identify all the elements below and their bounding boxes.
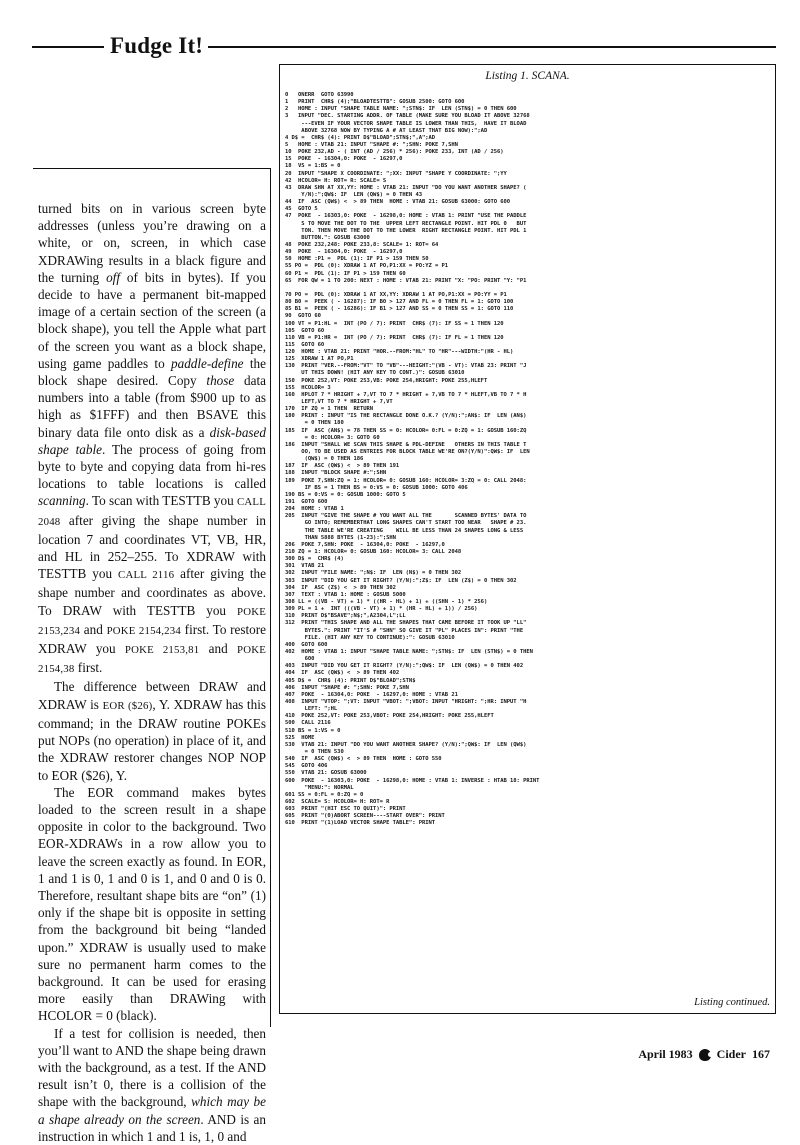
listing-line: 600 POKE - 16303,0: POKE - 16298,0: HOME : VTAB 1: INVERSE : HTAB 18: PRINT [285, 777, 540, 784]
listing-line: 187 IF ASC (QW$) < > 89 THEN 191 [285, 463, 400, 470]
listing-line: 308 LL = ((VB - VT) + 1) * ((HR - HL) + 1) + ((SHN - 1) * 256) [285, 598, 488, 605]
article-paragraph: The difference between DRAW and XDRAW is EOR ($26), Y. XDRAW has this command; in the DRAW routine POKEs put NOPs (no operation) in place of it, and the XDRAW restorer changes NOP NOP to EOR ($26), Y. [38, 679, 266, 783]
article-paragraph: The EOR command makes bytes loaded to the screen result in a shape opposite in color to the background. Two EOR-XDRAWs in a row allow you to leave the screen exactly as found. In EOR, 1 and 1 is 0, 1 and 0 is 1, and 0 and 0 is 0. Therefore, resultant shape bits are “on” (1) only if the shape bit is opposite in setting from the background bit being “landed upon.” XDRAW is usually used to make sure no permanent harm comes to the background. It can be used for erasing more easily than DRAWing with HCOLOR = 0 (black). [38, 784, 266, 1024]
listing-line: 312 PRINT "THIS SHAPE AND ALL THE SHAPES THAT CAME BEFORE IT TOOK UP "LL" [285, 620, 527, 627]
listing-line: 190 BS = 0:VS = 0: GOSUB 1000: GOTO 5 [285, 491, 406, 498]
listing-line: 303 INPUT "DID YOU GET IT RIGHT? (Y/N):";Z$: IF LEN (Z$) = 0 THEN 302 [285, 577, 517, 584]
listing-line: 186 INPUT "SHALL WE SCAN THIS SHAPE & PDL-DEFINE OTHERS IN THIS TABLE T [285, 441, 527, 448]
listing-continued-label: Listing continued. [694, 997, 770, 1008]
listing-line: 601 SS = 0:FL = 0:ZQ = 0 [285, 791, 364, 798]
listing-line: 206 POKE 7,SHN: POKE - 16304,0: POKE - 16297,0 [285, 541, 445, 548]
listing-line: S TO MOVE THE DOT TO THE UPPER LEFT RECTANGLE POINT. HIT PDL 0 BUT [285, 220, 527, 227]
listing-line: IF BS = 1 THEN BS = 0:VS = 0: GOSUB 1000: GOTO 406 [285, 484, 468, 491]
listing-line: "MENU:": NORMAL [285, 784, 354, 791]
article-body [38, 200, 267, 1144]
listing-line: 3 INPUT "DEC. STARTING ADDR. OF TABLE (MAKE SURE YOU BLOAD IT ABOVE 32768 [285, 113, 530, 120]
listing-line: 304 IF ASC (Z$) < > 89 THEN 302 [285, 584, 396, 591]
listing-line: 120 HOME : VTAB 21: PRINT "HOR.--FROM:"HL" TO "HR"---WIDTH:"(HR - HL) [285, 349, 514, 356]
listing-line: 85 B1 = PEEK ( - 16286): IF B1 > 127 AND SS = 0 THEN SS = 1: GOTO 110 [285, 306, 514, 313]
listing-line: 185 IF ASC (AN$) = 78 THEN SS = 0: HCOLOR= 0:FL = 0:ZQ = 1: GOSUB 160:ZQ [285, 427, 527, 434]
listing-line: 18 VS = 1:BS = 0 [285, 163, 341, 170]
listing-line: 47 POKE - 16303,0: POKE - 16298,0: HOME : VTAB 1: PRINT "USE THE PADDLE [285, 213, 527, 220]
listing-line: 402 HOME : VTAB 1: INPUT "SHAPE TABLE NAME: ";STN$: IF LEN (STN$) = 0 THEN [285, 648, 533, 655]
listing-line: 125 XDRAW 1 AT PO,P1 [285, 356, 354, 363]
listing-line: 205 INPUT "GIVE THE SHAPE # YOU WANT ALL THE SCANNED BYTES' DATA TO [285, 513, 527, 520]
section-title: Fudge It! [110, 33, 204, 58]
listing-line: 204 HOME : VTAB 1 [285, 506, 344, 513]
listing-line: 50 HOME :P1 = PDL (1): IF P1 > 159 THEN 50 [285, 256, 429, 263]
listing-line: 403 INPUT "DID YOU GET IT RIGHT? (Y/N):";QW$: IF LEN (QW$) = 0 THEN 402 [285, 663, 524, 670]
listing-line: 45 GOTO 5 [285, 206, 318, 213]
listing-line: 603 PRINT "(HIT ESC TO QUIT)": PRINT [285, 806, 406, 813]
listing-line: UT THIS DOWN! (HIT ANY KEY TO CONT.)": GOSUB 63010 [285, 370, 465, 377]
listing-line: 550 VTAB 21: GOSUB 63000 [285, 770, 367, 777]
listing-line: 180 PRINT : INPUT "IS THE RECTANGLE DONE O.K.? (Y/N):";AN$: IF LEN (AN$) [285, 413, 527, 420]
page-number: 167 [752, 1047, 770, 1061]
listing-line: 510 BS = 1:VS = 0 [285, 727, 341, 734]
listing-line: 49 POKE - 16304,0: POKE - 16297,0 [285, 249, 403, 256]
listing-line: 407 POKE - 16304,0: POKE - 16297,0: HOME : VTAB 21 [285, 691, 458, 698]
listing-line: 602 SCALE= S: HCOLOR= H: ROT= R [285, 798, 390, 805]
listing-line: 105 GOTO 60 [285, 327, 325, 334]
listing-line [285, 285, 770, 292]
listing-line: 188 INPUT "BLOCK SHAPE #:";SHN [285, 470, 387, 477]
listing-line: 0 ONERR GOTO 63990 [285, 92, 354, 98]
listing-line: 525 HOME [285, 734, 315, 741]
listing-line: 406 INPUT "SHAPE #: ";SHN: POKE 7,SHN [285, 684, 409, 691]
listing-line: 408 INPUT "VTOP: ";VT: INPUT "VBOT: ";VBOT: INPUT "HRIGHT: ";HR: INPUT "H [285, 698, 527, 705]
article-paragraph: If a test for collision is needed, then you’ll want to AND the shape being drawn with the background, as a test. If the AND result isn’t 0, there is a collision of the shape with the background, which may be a shape already on the screen. AND is an instruction in which 1 and 1 is, 1, 0 and [38, 1025, 266, 1144]
listing-line: 150 POKE 252,VT: POKE 253,VB: POKE 254,HRIGHT: POKE 255,HLEFT [285, 377, 488, 384]
listing-line: LEFT: ";HL [285, 706, 338, 713]
listing-title: Listing 1. SCANA. [485, 70, 570, 82]
listing-line: LEFT,VT TO 7 * HRIGHT + 7,VT [285, 399, 393, 406]
listing-line: 42 HCOLOR= H: ROT= R: SCALE= S [285, 177, 387, 184]
listing-line: 4 D$ = CHR$ (4): PRINT D$"BLOAD";STN$;",A";AD [285, 134, 436, 141]
listing-line: 65 FOR QW = 1 TO 200: NEXT : HOME : VTAB 21: PRINT "X: "PO: PRINT "Y: "P1 [285, 277, 527, 284]
listing-line: 307 TEXT : VTAB 1: HOME : GOSUB 5000 [285, 591, 406, 598]
listing-line: = 0 THEN 530 [285, 748, 344, 755]
listing-line: 130 PRINT "VER.--FROM:"VT" TO "VB"---HEIGHT:"(VB - VT): VTAB 23: PRINT "J [285, 363, 527, 370]
listing-line: Y/N):";QW$: IF LEN (QW$) = 0 THEN 43 [285, 191, 422, 198]
listing-line: FILE. (HIT ANY KEY TO CONTINUE):": GOSUB 63010 [285, 634, 455, 641]
listing-line: 170 IF ZQ = 1 THEN RETURN [285, 406, 374, 413]
listing-line: 210 ZQ = 1: HCOLOR= 0: GOSUB 160: HCOLOR= 3: CALL 2048 [285, 549, 462, 555]
listing-line: 309 PL = 1 + INT (((VB - VT) + 1) * (HR - HL) + 1)) / 256) [285, 606, 478, 613]
listing-line: ABOVE 32768 NOW BY TYPING A # AT LEAST THAT BIG NOW):";AD [285, 127, 488, 134]
listing-line: 410 POKE 252,VT: POKE 253,VBOT: POKE 254,HRIGHT: POKE 255,HLEFT [285, 713, 494, 720]
listing-line: 600 [285, 656, 315, 663]
listing-line: = 0: HCOLOR= 3: GOTO 60 [285, 434, 380, 441]
listing-line: TON. THEN MOVE THE DOT TO THE LOWER RIGHT RECTANGLE POINT. HIT PDL 1 [285, 227, 527, 234]
listing-line: 191 GOTO 600 [285, 499, 328, 506]
header-rule-left [32, 46, 104, 48]
listing-line: 155 HCOLOR= 3 [285, 384, 331, 391]
listing-line: 110 VB = P1:HR = INT (PO / 7): PRINT CHR$ (7): IF FL = 1 THEN 120 [285, 334, 504, 341]
listing-line: 500 CALL 2116 [285, 720, 331, 727]
listing-line: 400 GOTO 600 [285, 641, 328, 648]
listing-line: 310 PRINT D$"BSAVE";N$;",A2304,L";LL [285, 613, 406, 620]
listing-line: 100 VT = P1:HL = INT (PO / 7): PRINT CHR$ (7): IF SS = 1 THEN 120 [285, 320, 504, 327]
listing-line: 610 PRINT "(1)LOAD VECTOR SHAPE TABLE": PRINT [285, 820, 436, 827]
listing-line: 70 PO = PDL (0): XDRAW 1 AT XX,YY: XDRAW 1 AT PO,P1:XX = PO:YY = P1 [285, 291, 507, 298]
apple-logo-icon [699, 1049, 711, 1061]
listing-line: (QW$) = 0 THEN 186 [285, 456, 364, 463]
listing-line: 302 INPUT "FILE NAME: ";N$: IF LEN (N$) = 0 THEN 302 [285, 570, 462, 577]
listing-line: 540 IF ASC (QW$) < > 89 THEN HOME : GOTO 550 [285, 756, 442, 763]
listing-code [285, 92, 770, 992]
listing-line: 5 HOME : VTAB 21: INPUT "SHAPE #: ";SHN: POKE 7,SHN [285, 141, 458, 148]
magazine-name: Cider [716, 1047, 746, 1061]
listing-line: 1 PRINT CHR$ (4);"BLOADTESTTB": GOSUB 2500: GOTO 600 [285, 99, 465, 106]
listing-line: 530 VTAB 21: INPUT "DO YOU WANT ANOTHER SHAPE? (Y/N):";QW$: IF LEN (QW$) [285, 741, 527, 748]
listing-line: 300 D$ = CHR$ (4) [285, 556, 344, 563]
listing-line: ---EVEN IF YOUR VECTOR SHAPE TABLE IS LOWER THAN THIS, HAVE IT BLOAD [285, 120, 527, 127]
listing-line: BUTTON.": GOSUB 63000 [285, 234, 370, 241]
listing-line: 60 P1 = PDL (1): IF P1 > 159 THEN 60 [285, 270, 406, 277]
listing-line: 48 POKE 232,248: POKE 233,8: SCALE= 1: ROT= 64 [285, 241, 439, 248]
listing-line: 20 INPUT "SHAPE X COORDINATE: ";XX: INPUT "SHAPE Y COORDINATE: ";YY [285, 170, 507, 177]
article-paragraph: turned bits on in various screen byte addresses (unless you’re drawing on a white, or on, screen, in which case XDRAWing results in a black figure and the turning off of bits in bytes). If you decide to have a permanent bit-mapped image of a certain section of the screen (a block shape), you tell the Apple what part of the screen you want as a block shape, using game paddles to paddle-define the block shape desired. Copy those data numbers into a table (from $900 up to as high as $1FFF) and then BSAVE this binary data file onto disk as a disk-based shape table. The process of going from byte to byte and copying data from hi-res locations to table locations is called scanning. To scan with TESTTB you CALL 2048 after giving the shape number in location 7 and coordinates VT, VB, HR, and HL in 252–255. To XDRAW with TESTTB you CALL 2116 after giving the shape number and coordinates as above. To DRAW with TESTTB you POKE 2153,234 and POKE 2154,234 first. To restore XDRAW you POKE 2153,81 and POKE 2154,38 first. [38, 201, 267, 676]
listing-line: = 0 THEN 180 [285, 420, 344, 427]
listing-line: 80 B0 = PEEK ( - 16287): IF B0 > 127 AND FL = 0 THEN FL = 1: GOTO 100 [285, 299, 514, 306]
listing-line: 15 POKE - 16304,0: POKE - 16297,0 [285, 156, 403, 163]
listing-line: 301 VTAB 21 [285, 563, 325, 570]
listing-line: 404 IF ASC (QW$) < > 89 THEN 402 [285, 670, 400, 677]
listing-line: 2 HOME : INPUT "SHAPE TABLE NAME: ";STN$: IF LEN (STN$) = 0 THEN 600 [285, 106, 517, 113]
listing-line: 55 PO = PDL (0): XDRAW 1 AT PO,P1:XX = PO:YZ = P1 [285, 263, 449, 270]
listing-line: 43 DRAW SHN AT XX,YY: HOME : VTAB 21: INPUT "DO YOU WANT ANOTHER SHAPE? ( [285, 184, 527, 191]
listing-line: THE TABLE WE'RE CREATING WILL BE LESS THAN 24 SHAPES LONG & LESS [285, 527, 524, 534]
listing-line: 405 D$ = CHR$ (4): PRINT D$"BLOAD";STN$ [285, 677, 416, 684]
page-footer [638, 1047, 770, 1062]
issue-date: April 1983 [638, 1047, 693, 1061]
listing-line: GO INTO; REMEMBERTHAT LONG SHAPES CAN'T START TOO NEAR SHAPE # 23. [285, 520, 527, 527]
listing-line: 545 GOTO 406 [285, 763, 328, 770]
header-rule-right [208, 46, 776, 48]
listing-line: 90 GOTO 60 [285, 313, 321, 320]
listing-line: BYTES.": PRINT "IT'S # "SHN" SO GIVE IT "PL" PLACES IN": PRINT "THE [285, 627, 524, 634]
listing-line: 10 POKE 232,AD - ( INT (AD / 256) * 256): POKE 233, INT (AD / 256) [285, 149, 504, 156]
listing-line: OO, TO BE USED AS ENTRIES FOR BLOCK TABLE WE'RE ON?(Y/N)":QW$: IF LEN [285, 449, 530, 456]
listing-line: 44 IF ASC (QW$) < > 89 THEN HOME : VTAB 21: GOSUB 63000: GOTO 600 [285, 199, 511, 206]
listing-line: 189 POKE 7,SHN:ZQ = 1: HCOLOR= 0: GOSUB 160: HCOLOR= 3:ZQ = 0: CALL 2048: [285, 477, 527, 484]
listing-line: 115 GOTO 60 [285, 341, 325, 348]
listing-line: 605 PRINT "(0)ABORT SCREEN----START OVER": PRINT [285, 813, 445, 820]
listing-line: THAN 5888 BYTES (1-23):";SHN [285, 534, 396, 541]
listing-line: 160 HPLOT 7 * HRIGHT + 7,VT TO 7 * HRIGHT + 7,VB TO 7 * HLEFT,VB TO 7 * H [285, 391, 527, 398]
